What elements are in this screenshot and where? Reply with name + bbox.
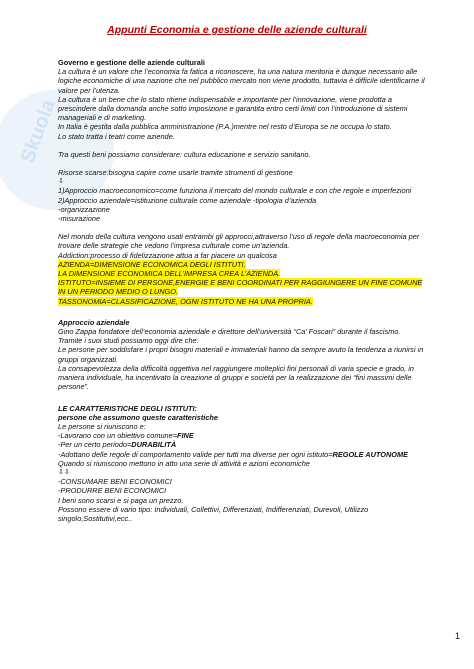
paragraph: La consapevolezza della difficoltà oggettiva nel raggiungere molteplici fini personali di varia specie e grado, in maniera individuale, ha incentivato la creazione di gruppi e società per la realizzazione dei “fini massimi delle persone”. bbox=[58, 363, 414, 392]
list-item: -Per un certo periodo=DURABILITÀ bbox=[58, 440, 177, 450]
section-heading: Approccio aziendale bbox=[58, 317, 130, 327]
highlighted-definition: AZIENDA=DIMENSIONE ECONOMICA DEGLI ISTITUTI. bbox=[58, 259, 246, 269]
list-item: -misurazione bbox=[58, 214, 101, 224]
section-heading: Governo e gestione delle aziende culturali bbox=[58, 58, 205, 67]
list-item: -organizzazione bbox=[58, 204, 110, 214]
list-item: -PRODURRE BENI ECONOMICI bbox=[58, 486, 167, 496]
paragraph: La cultura è un valore che l’economia fa fatica a riconoscere, ha una natura meritoria è dunque necessario alle logiche economiche di una nazione che nel pubblico mercato non viene prodotto, tuttavia è difficile identificarne il valore per l’utenza. bbox=[58, 67, 425, 95]
paragraph: Nel mondo della cultura vengono usati entrambi gli approcci,attraverso l’uso di regole della macroeconomia per trovare delle strategie che vedono l’impresa culturale come un’azienda. bbox=[58, 232, 420, 251]
down-arrow-icon: ⇩⇩ bbox=[58, 467, 70, 476]
paragraph: Le persone si riuniscono e: bbox=[58, 421, 146, 431]
watermark-text: Skuola bbox=[16, 96, 60, 166]
paragraph: Possono essere di vario tipo: Individuali, Collettivi, Differenziati, Indifferenziati, Durevoli, Utilizzo singolo,Sostitutivi,ecc.. bbox=[58, 504, 369, 523]
paragraph: Tra questi beni possiamo considerare: cultura educazione e servizio sanitario. bbox=[58, 149, 311, 159]
paragraph: Risorse scarse:bisogna capire come usarle tramite strumenti di gestione bbox=[58, 168, 293, 178]
paragraph: La cultura è un bene che lo stato ritiene indispensabile e importante per l’innovazione, viene prodotta a prescindere dalla domanda anche sotto imposizione e garantita entro certi limiti con l’introduzione di sistemi manageriali e di marketing. bbox=[58, 94, 408, 123]
section-heading: LE CARATTERISTICHE DEGLI ISTITUTI: bbox=[58, 403, 197, 413]
paragraph: Lo stato tratta i teatri come aziende. bbox=[58, 131, 175, 141]
paragraph: Tramite i suoi studi possiamo oggi dire che: bbox=[58, 336, 199, 346]
list-item: 2)Approccio aziendale=istituzione culturale come aziendale -tipologia d’azienda bbox=[58, 195, 317, 205]
highlighted-definition: TASSONOMIA=CLASSIFICAZIONE, OGNI ISTITUTO NE HA UNA PROPRIA. bbox=[58, 296, 313, 306]
section-subheading: persone che assumono queste caratteristiche bbox=[58, 412, 218, 422]
paragraph: I beni sono scarsi e si paga un prezzo. bbox=[58, 495, 184, 505]
paragraph: Quando si riuniscono mettono in atto una serie di attività e azioni economiche bbox=[58, 458, 310, 468]
highlighted-definition: ISTITUTO=INSIEME DI PERSONE,ENERGIE E BENI COORDINATI PER RAGGIUNGERE UN FINE COMUNE IN UN PERIODO MEDIO O LUNGO. bbox=[58, 278, 423, 297]
paragraph: Le persone per soddisfare i propri bisogni materiali e immateriali hanno da sempre avuto la tendenza a riunirsi in gruppi organizzati. bbox=[58, 345, 424, 364]
document-body bbox=[58, 58, 430, 523]
paragraph: In Italia è gestita dalla pubblica amministrazione (P.A.)mentre nel resto d’Europa se ne occupa lo stato. bbox=[58, 122, 392, 132]
list-item: -Lavorano con un obiettivo comune=FINE bbox=[58, 431, 194, 441]
paragraph: Gino Zappa fondatore dell’economia aziendale e direttore dell’università “Ca’ Foscari” durante il fascismo. bbox=[58, 327, 401, 337]
page-title: Appunti Economia e gestione delle aziende culturali bbox=[107, 24, 367, 36]
list-item: -CONSUMARE BENI ECONOMICI bbox=[58, 477, 172, 487]
page-number: 1 bbox=[454, 631, 460, 641]
list-item: -Adottano delle regole di comportamento valide per tutti ma diverse per ogni istituto=REGOLE AUTONOME bbox=[58, 449, 409, 459]
list-item: 1)Approccio macroeconomico=come funziona il mercato del mondo culturale e con che regole e imperfezioni bbox=[58, 186, 412, 196]
down-arrow-icon: ⇩ bbox=[58, 177, 64, 186]
paragraph: Addiction:processo di fidelizzazione attua a far piacere un qualcosa bbox=[58, 250, 277, 260]
highlighted-definition: LA DIMENSIONE ECONOMICA DELL’IMPRESA CREA L’AZIENDA. bbox=[58, 269, 281, 279]
